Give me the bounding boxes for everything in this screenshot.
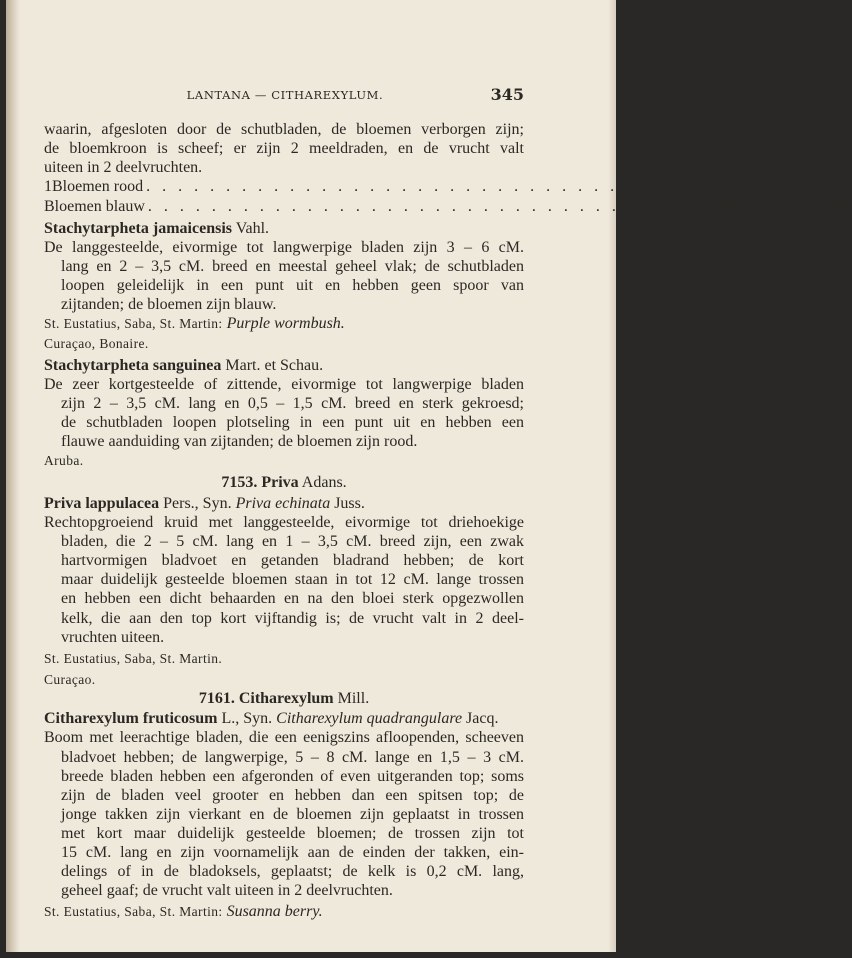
locality: St. Eustatius, Saba, St. Martin: bbox=[44, 903, 223, 919]
synonym-author: Juss. bbox=[334, 494, 365, 512]
description-line: en hebben een dicht behaarden en na den bloei sterk opgezwollen bbox=[61, 590, 524, 608]
description-line: De zeer kortgesteelde of zittende, eivormige tot langwerpige bladen bbox=[44, 375, 524, 393]
genus-name: Citharexylum bbox=[238, 690, 334, 708]
species-author: Vahl. bbox=[235, 219, 270, 237]
vernacular-name: Purple wormbush. bbox=[226, 315, 345, 333]
description-line: zijn de bladen veel grooter en hebben dan een spitsen top; de bbox=[61, 786, 524, 804]
species-name: Priva lappulacea bbox=[44, 494, 160, 512]
locality-line bbox=[44, 649, 524, 668]
description-line: De langgesteelde, eivormige tot langwerpige bladen zijn 3 – 6 cM. bbox=[44, 238, 524, 256]
species-entry bbox=[44, 494, 524, 689]
page-body bbox=[44, 120, 852, 921]
description-line: Boom met leerachtige bladen, die een eenigszins afloopenden, scheeven bbox=[44, 729, 524, 747]
description-line: flauwe aanduiding van zijtanden; de bloemen zijn rood. bbox=[61, 433, 418, 451]
locality: Aruba. bbox=[44, 453, 84, 469]
species-heading bbox=[44, 356, 524, 375]
leader-dots: . . . . . . . . . . . . . . . . . . . . . . . . . . . . . . . . bbox=[147, 197, 652, 215]
text-line: waarin, afgesloten door de schutbladen, de bloemen verborgen zijn; bbox=[44, 121, 524, 138]
locality: St. Eustatius, Saba, St. Martin. bbox=[44, 650, 223, 666]
species-name: Stachytarpheta jamaicensis bbox=[44, 219, 232, 237]
species-name: Stachytarpheta sanguinea bbox=[44, 356, 222, 374]
description-line: hartvormigen bladvoet en getanden bladrand hebben; de kort bbox=[61, 552, 524, 570]
locality-line bbox=[44, 670, 524, 689]
locality-line bbox=[44, 334, 524, 353]
synonym: Citharexylum quadrangulare bbox=[276, 710, 463, 728]
locality-line bbox=[44, 314, 524, 333]
genus-heading bbox=[44, 689, 524, 708]
species-entry bbox=[44, 709, 524, 921]
identification-key bbox=[44, 177, 852, 215]
genus-heading bbox=[44, 473, 524, 492]
key-species: Stachytarpheta jamaicensis bbox=[651, 197, 829, 215]
description-line: zijtanden; de bloemen zijn blauw. bbox=[61, 296, 277, 314]
description-line: jonge takken zijn vierkant en de bloemen zijn geplaatst in trossen bbox=[61, 805, 524, 823]
key-label: Bloemen blauw bbox=[44, 197, 145, 215]
leader-dots: . . . . . . . . . . . . . . . . . . . . . . . . . . . . . . . . bbox=[146, 178, 651, 196]
text-line: de bloemkroon is scheef; er zijn 2 meeldraden, en de vrucht valt bbox=[44, 140, 524, 158]
description-line: breede bladen hebben een afgeronden of even uitgeranden top; soms bbox=[61, 767, 524, 785]
species-name: Citharexylum fruticosum bbox=[44, 710, 218, 728]
vernacular-name: Susanna berry. bbox=[226, 902, 323, 920]
locality: Curaçao, Bonaire. bbox=[44, 335, 149, 351]
genus-author: Adans. bbox=[301, 473, 347, 491]
description-line: Rechtopgroeiend kruid met langgesteelde, eivormige tot driehoekige bbox=[44, 513, 524, 531]
key-page-ref: 345 bbox=[816, 178, 841, 196]
locality-line bbox=[44, 902, 524, 921]
synonym-author: Jacq. bbox=[466, 710, 499, 728]
description-line: lang en 2 – 3,5 cM. breed en meestal geheel vlak; de schutbladen bbox=[61, 257, 524, 275]
page-gutter bbox=[6, 0, 20, 952]
genus-author: Mill. bbox=[337, 690, 370, 708]
key-entry bbox=[44, 177, 841, 196]
species-author: Mart. et Schau. bbox=[225, 356, 324, 374]
page-number: 345 bbox=[490, 85, 524, 104]
genus-name: Priva bbox=[261, 473, 299, 491]
species-heading bbox=[44, 494, 524, 513]
description-line: geheel gaaf; de vrucht valt uiteen in 2 deelvruchten. bbox=[61, 882, 393, 900]
key-label: Bloemen rood bbox=[52, 178, 144, 196]
species-entry bbox=[44, 219, 524, 353]
description-line: bladen, die 2 – 5 cM. lang en 1 – 3,5 cM. breed zijn, een zwak bbox=[61, 532, 524, 550]
locality-line bbox=[44, 451, 524, 470]
running-head: LANTANA — CITHAREXYLUM. bbox=[186, 88, 384, 102]
intro-paragraph bbox=[44, 120, 524, 177]
species-heading bbox=[44, 219, 524, 238]
key-entry bbox=[44, 197, 852, 216]
description-line: vruchten uiteen. bbox=[61, 628, 165, 646]
description-line: de schutbladen loopen plotseling in een punt uit en hebben een bbox=[61, 414, 524, 432]
locality: St. Eustatius, Saba, St. Martin: bbox=[44, 316, 223, 332]
book-page bbox=[6, 0, 852, 952]
description-line: bladvoet hebben; de langwerpige, 5 – 8 cM. lange en 1,5 – 3 cM. bbox=[61, 748, 524, 766]
description-line: loopen geleidelijk in een punt uit en hebben geen spoor van bbox=[61, 277, 524, 295]
text-line: uiteen in 2 deelvruchten. bbox=[44, 159, 203, 177]
key-species: Stachytarpheta sanguinea bbox=[650, 178, 817, 196]
species-entry bbox=[44, 356, 524, 471]
synonym: Priva echinata bbox=[235, 494, 331, 512]
genus-number: 7153. bbox=[221, 473, 258, 491]
locality: Curaçao. bbox=[44, 671, 96, 687]
description-line: 15 cM. lang en zijn voornamelijk aan de einden der takken, ein- bbox=[61, 844, 524, 862]
key-page-ref: 345 bbox=[828, 197, 852, 215]
species-heading bbox=[44, 709, 524, 728]
description-line: kelk, die aan den top kort vijftandig is; de vrucht valt in 2 deel- bbox=[61, 609, 524, 627]
description-line: delings of in de bladoksels, geplaatst; de kelk is 0,2 cM. lang, bbox=[61, 863, 524, 881]
description-line: maar duidelijk gesteelde bloemen staan in tot 12 cM. lange trossen bbox=[61, 571, 524, 589]
key-number: 1 bbox=[44, 178, 52, 196]
genus-number: 7161. bbox=[198, 690, 235, 708]
description-line: met kort maar duidelijk gesteelde bloemen; de trossen zijn tot bbox=[61, 825, 524, 843]
page-edge bbox=[608, 0, 616, 952]
species-author: L., Syn. bbox=[221, 710, 273, 728]
species-author: Pers., Syn. bbox=[163, 494, 232, 512]
description-line: zijn 2 – 3,5 cM. lang en 0,5 – 1,5 cM. breed en sterk gekroesd; bbox=[61, 394, 524, 412]
